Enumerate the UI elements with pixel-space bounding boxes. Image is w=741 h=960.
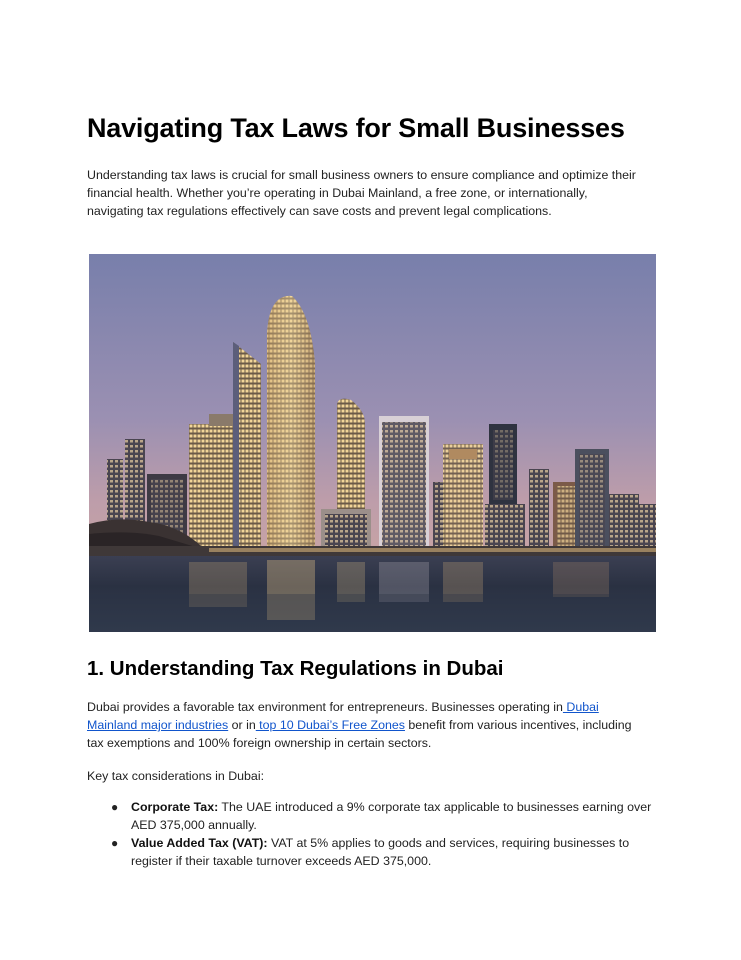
free-zones-link[interactable]: top 10 Dubai’s Free Zones [255,718,405,732]
considerations-text: Key tax considerations in Dubai: [87,769,265,783]
list-item-label: Value Added Tax (VAT): [131,836,268,850]
paragraph-text: or in [228,718,256,732]
list-item-text: VAT at 5% applies to goods and services, requiring businesses to register if their taxable turnover exceeds AED 375,000. [131,836,630,868]
section-paragraph [87,698,647,752]
paragraph-text: benefit from various incentives, including tax exemptions and 100% foreign ownership in certain sectors. [87,718,632,750]
tax-list [87,798,657,870]
dubai-mainland-link[interactable]: Dubai Mainland major industries [87,700,599,732]
section-heading: 1. Understanding Tax Regulations in Dubai [87,657,504,680]
list-item [87,798,657,834]
hero-image [89,254,656,632]
bullet-icon: ● [111,836,119,850]
paragraph-text: Dubai provides a favorable tax environment for entrepreneurs. Businesses operating in [87,700,563,714]
intro-paragraph: Understanding tax laws is crucial for small business owners to ensure compliance and optimize their financial health. Whether you’re operating in Dubai Mainland, a free zone, or internationally, navigating tax regulations effectively can save costs and prevent legal complications. [87,168,636,218]
list-item-text: The UAE introduced a 9% corporate tax applicable to businesses earning over AED 375,000 annually. [131,800,652,832]
list-item [87,834,657,870]
list-item-label: Corporate Tax: [131,800,219,814]
page-title: Navigating Tax Laws for Small Businesses [87,113,625,143]
bullet-icon: ● [111,800,119,814]
